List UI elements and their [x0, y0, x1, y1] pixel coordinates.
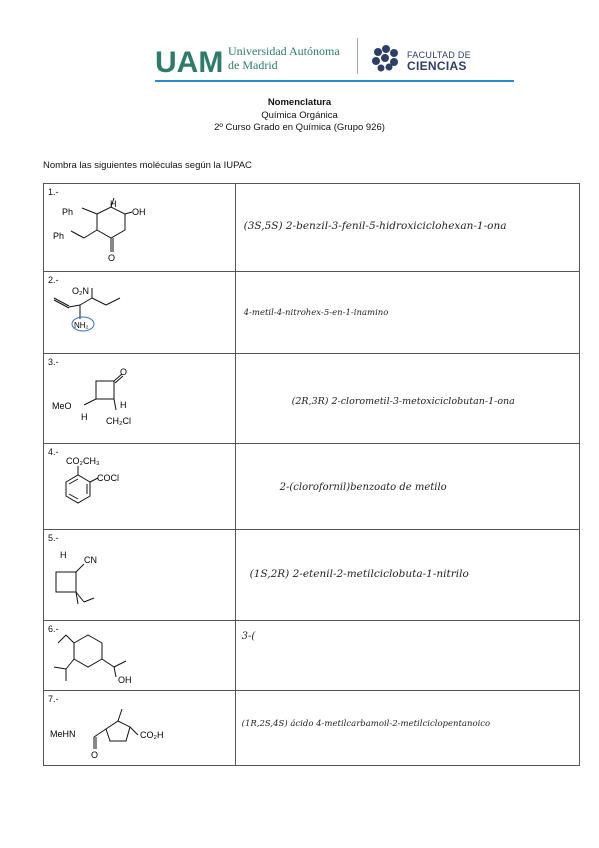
svg-text:OH: OH — [118, 675, 132, 685]
handwritten-answer: 2-(clorofornil)benzoato de metilo — [279, 482, 447, 493]
question-row-5 — [44, 530, 580, 621]
question-number: 4.- — [48, 447, 59, 457]
svg-text:COCl: COCl — [97, 473, 119, 483]
question-number: 6.- — [48, 624, 59, 634]
answer-cell-6 — [235, 621, 579, 691]
molecule-cell-4 — [44, 444, 236, 530]
question-row-1 — [44, 184, 580, 272]
molecule-structure-4 — [44, 444, 235, 530]
svg-text:UAM: UAM — [155, 46, 224, 76]
molecule-structure-2 — [44, 272, 235, 354]
svg-text:H: H — [120, 400, 127, 410]
molecule-cell-5 — [44, 530, 236, 621]
answer-cell-2 — [235, 272, 579, 354]
answer-cell-3 — [235, 354, 579, 444]
molecule-structure-7 — [44, 691, 235, 766]
svg-text:CH₂Cl: CH₂Cl — [106, 416, 131, 426]
svg-text:O₂N: O₂N — [72, 286, 89, 296]
svg-text:OH: OH — [132, 207, 146, 217]
faculty-emblem-icon — [370, 44, 402, 74]
svg-text:H: H — [60, 550, 67, 560]
handwritten-answer: (2R,3R) 2-clorometil-3-metoxiciclobutan-1-ona — [291, 396, 515, 407]
question-row-3 — [44, 354, 580, 444]
svg-text:Ph: Ph — [62, 207, 74, 217]
handwritten-answer: 4-metil-4-nitrohex-5-en-1-inamino — [243, 308, 389, 318]
document-subject: Química Orgánica — [261, 109, 338, 121]
molecule-structure-6 — [44, 621, 235, 691]
question-number: 1.- — [48, 187, 59, 197]
molecule-cell-1 — [44, 184, 236, 272]
handwritten-answer: (3S,5S) 2-benzil-3-fenil-5-hidroxiciclohexan-1-ona — [243, 220, 507, 232]
uam-logo — [155, 42, 225, 76]
answer-cell-4 — [235, 444, 579, 530]
svg-text:Ph: Ph — [53, 231, 65, 241]
university-name: Universidad Autónoma de Madrid — [228, 44, 340, 72]
question-number: 7.- — [48, 694, 59, 704]
question-number: 2.- — [48, 275, 59, 285]
question-row-2 — [44, 272, 580, 354]
molecule-cell-6 — [44, 621, 236, 691]
header-rule — [155, 80, 514, 82]
question-number: 5.- — [48, 533, 59, 543]
document-titles — [0, 97, 599, 135]
answer-cell-7 — [235, 691, 579, 766]
answer-cell-5 — [235, 530, 579, 621]
svg-text:H: H — [81, 412, 88, 422]
svg-text:MeO: MeO — [52, 401, 72, 411]
svg-text:MeHN: MeHN — [50, 729, 76, 739]
question-row-7 — [44, 691, 580, 766]
faculty-name: FACULTAD DE CIENCIAS — [407, 50, 471, 73]
molecule-cell-2 — [44, 272, 236, 354]
handwritten-answer: (1R,2S,4S) ácido 4-metilcarbamoil-2-metilciclopentanoico — [241, 719, 491, 729]
logo-divider — [357, 38, 358, 74]
svg-text:O: O — [91, 750, 99, 760]
svg-text:NH₂: NH₂ — [74, 321, 89, 330]
question-row-4 — [44, 444, 580, 530]
handwritten-answer: 3-( — [241, 631, 256, 642]
document-course: 2º Curso Grado en Química (Grupo 926) — [214, 122, 385, 133]
page-header — [0, 0, 599, 82]
svg-text:CN: CN — [84, 555, 97, 565]
handwritten-answer: (1S,2R) 2-etenil-2-metilciclobuta-1-nitrilo — [249, 568, 469, 580]
molecule-structure-3 — [44, 354, 235, 444]
molecule-cell-7 — [44, 691, 236, 766]
questions-table — [43, 183, 580, 766]
svg-text:O: O — [108, 253, 116, 263]
molecule-structure-5 — [44, 530, 235, 621]
svg-text:H: H — [110, 199, 117, 209]
instruction-text: Nombra las siguientes moléculas según la IUPAC — [43, 160, 252, 171]
molecule-structure-1 — [44, 184, 235, 272]
document-title: Nomenclatura — [267, 97, 332, 108]
answer-cell-1 — [235, 184, 579, 272]
question-number: 3.- — [48, 357, 59, 367]
svg-text:CO₂CH₃: CO₂CH₃ — [66, 456, 100, 466]
molecule-cell-3 — [44, 354, 236, 444]
svg-text:CO₂H: CO₂H — [140, 730, 164, 740]
svg-text:O: O — [120, 367, 128, 377]
question-row-6 — [44, 621, 580, 691]
